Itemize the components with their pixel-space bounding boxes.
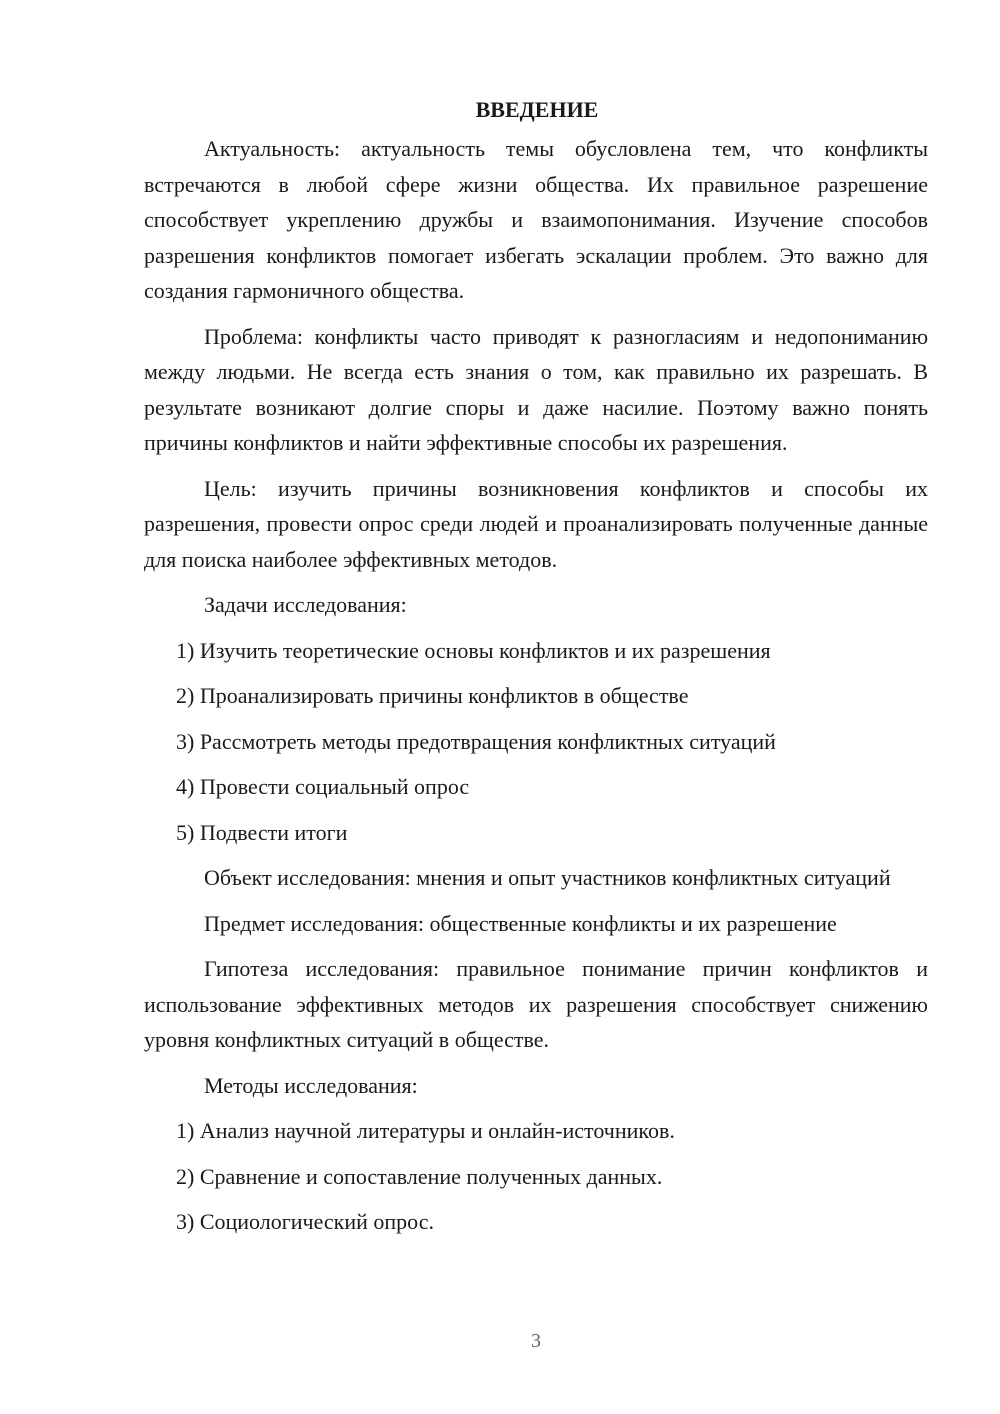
task-item: 3) Рассмотреть методы предотвращения конфликтных ситуаций [176,728,776,754]
task-item: 4) Провести социальный опрос [176,774,470,799]
page-number: 3 [531,1330,541,1352]
problem-paragraph: Проблема: конфликты часто приводят к разногласиям и недопониманию между людьми. Не всегда есть знания о том, как правильно их разрешать. В результате возникают долгие споры и даже насилие. Поэтому важно понять причины конфликтов и найти эффективные способы их разрешения. [144,323,928,455]
section-title: ВВЕДЕНИЕ [475,97,599,122]
object-paragraph: Объект исследования: мнения и опыт участников конфликтных ситуаций [204,865,891,890]
hypothesis-paragraph: Гипотеза исследования: правильное понимание причин конфликтов и использование эффективных методов их разрешения способствует снижению уровня конфликтных ситуаций в обществе. [144,956,928,1052]
document-page [144,92,928,1250]
tasks-heading: Задачи исследования: [204,592,407,617]
relevance-paragraph: Актуальность: актуальность темы обусловлена тем, что конфликты встречаются в любой сфере жизни общества. Их правильное разрешение способствует укреплению дружбы и взаимопонимания. Изучение способов разрешения конфликтов помогает избегать эскалации проблем. Это важно для создания гармоничного общества. [144,136,928,303]
methods-heading: Методы исследования: [204,1072,418,1098]
method-item: 3) Социологический опрос. [176,1209,434,1234]
task-item: 2) Проанализировать причины конфликтов в обществе [176,683,689,708]
task-item: 5) Подвести итоги [176,819,348,845]
goal-paragraph: Цель: изучить причины возникновения конфликтов и способы их разрешения, провести опрос среди людей и проанализировать полученные данные для поиска наиболее эффективных методов. [144,475,928,572]
method-item: 2) Сравнение и сопоставление полученных данных. [176,1163,663,1189]
task-item: 1) Изучить теоретические основы конфликтов и их разрешения [176,637,771,663]
method-item: 1) Анализ научной литературы и онлайн-источников. [176,1118,675,1143]
subject-paragraph: Предмет исследования: общественные конфликты и их разрешение [204,910,837,936]
